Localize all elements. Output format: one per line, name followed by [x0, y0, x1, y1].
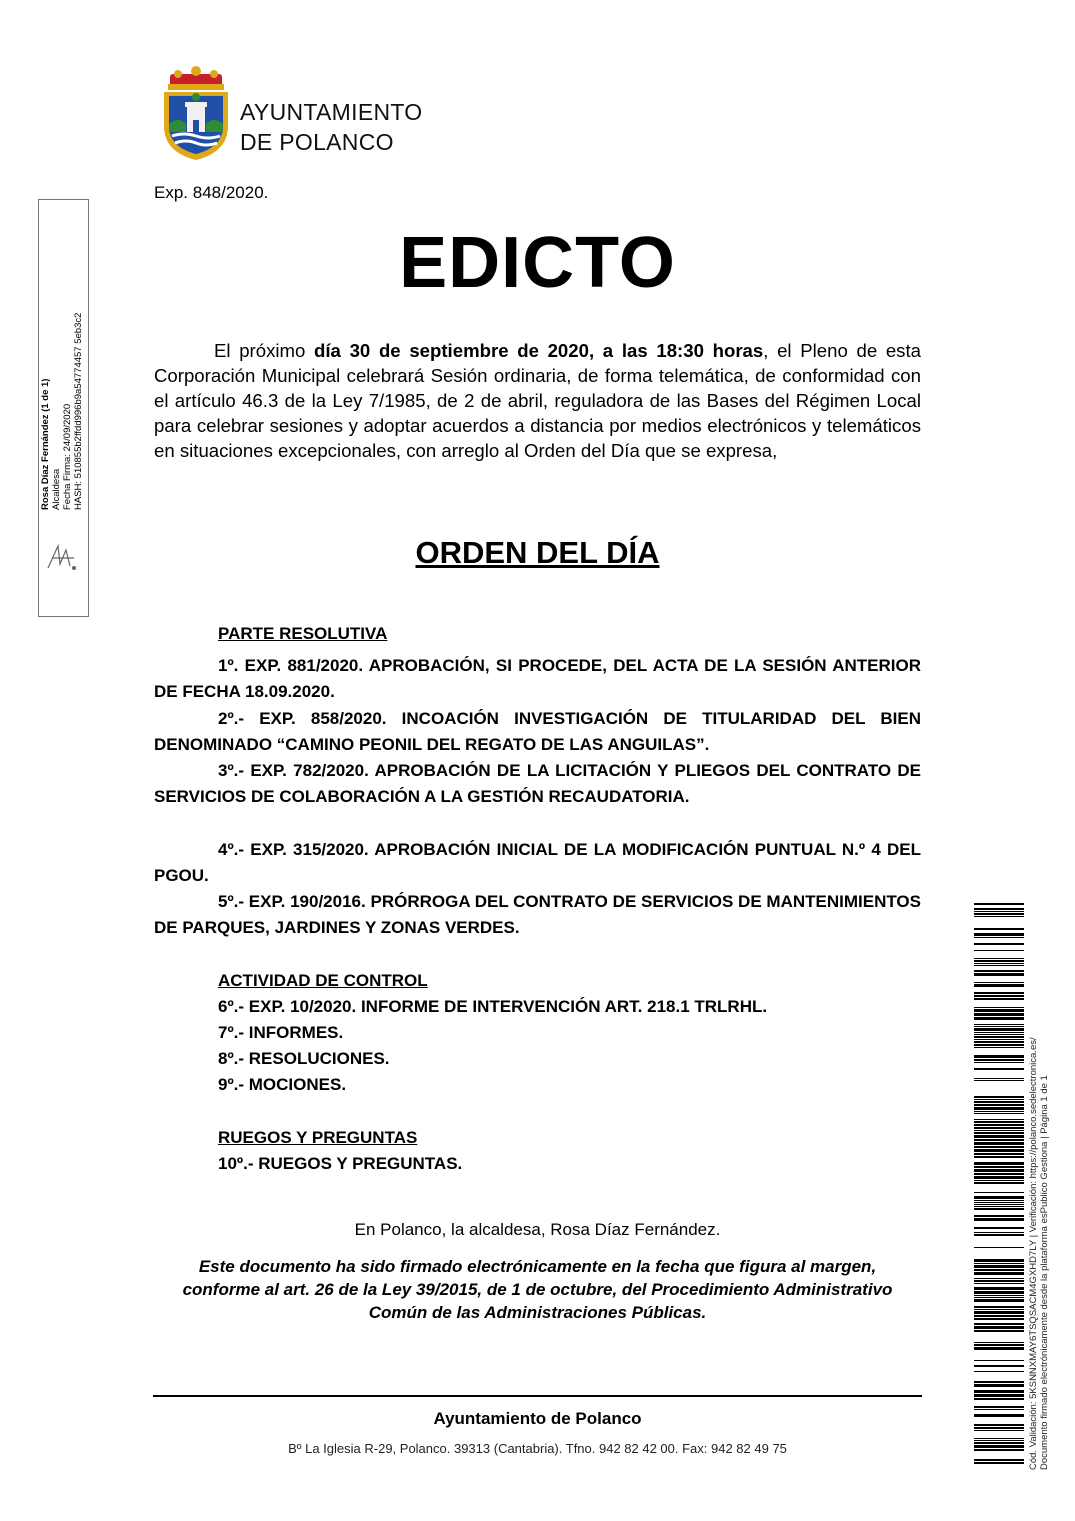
barcode-bar	[974, 973, 1024, 976]
barcode-bar	[974, 1149, 1024, 1152]
document-title: EDICTO	[399, 223, 676, 303]
barcode-bar	[974, 1232, 1024, 1233]
signer-name: Rosa Díaz Fernández (1 de 1)	[40, 378, 51, 510]
barcode-bar	[974, 933, 1024, 936]
barcode-bar	[974, 1280, 1024, 1282]
barcode-bar	[974, 965, 1024, 966]
barcode-bar	[974, 1278, 1024, 1279]
barcode-bar	[974, 1068, 1024, 1070]
barcode-bar	[974, 1406, 1024, 1408]
barcode-bar	[974, 1059, 1024, 1061]
barcode-bar	[974, 1315, 1024, 1317]
barcode-bar	[974, 1007, 1024, 1008]
barcode-bar	[974, 916, 1024, 917]
barcode-bar	[974, 1227, 1024, 1229]
barcode-bar	[974, 1024, 1024, 1025]
barcode-bar	[974, 1204, 1024, 1205]
barcode-bar	[974, 1156, 1024, 1158]
intro-post: , el Pleno de esta Corporación Municipal celebrará Sesión ordinaria, de forma telemática, de conformidad con el artículo 46.3 de la Ley 7/1985, de 2 de abril, reguladora de las Bases del Régimen Local para celebrar sesiones y adoptar acuerdos a distancia por medios electrónicos y telemáticos en situaciones excepcionales, con arreglo al Orden del Día que se expresa,	[154, 340, 921, 461]
barcode-bar	[974, 1323, 1024, 1325]
footer-org-name: Ayuntamiento de Polanco	[433, 1409, 642, 1428]
barcode-bar	[974, 1309, 1024, 1310]
agenda-item: 10º.- RUEGOS Y PREGUNTAS.	[218, 1154, 463, 1173]
barcode-bar	[974, 1394, 1024, 1397]
barcode-bar	[974, 1135, 1024, 1138]
barcode-bar	[974, 1311, 1024, 1314]
barcode-bar	[974, 1215, 1024, 1217]
barcode-bar	[974, 1440, 1024, 1441]
coat-of-arms-logo	[158, 66, 234, 162]
barcode-bar	[974, 1445, 1024, 1448]
barcode-bar	[974, 908, 1024, 910]
barcode-bar	[974, 1139, 1024, 1141]
org-name-line1: AYUNTAMIENTO	[240, 99, 423, 125]
barcode-bar	[974, 1263, 1024, 1264]
barcode-bar	[974, 1169, 1024, 1172]
intro-pre: El próximo	[214, 340, 315, 361]
barcode-bar	[974, 903, 1024, 905]
barcode-bar	[974, 963, 1024, 964]
barcode-bar	[974, 1180, 1024, 1181]
barcode-bar	[974, 1146, 1024, 1148]
barcode-bar	[974, 1430, 1024, 1431]
barcode-bar	[974, 1176, 1024, 1179]
agenda-item: 6º.- EXP. 10/2020. INFORME DE INTERVENCIÓN ART. 218.1 TRLRHL.	[218, 997, 768, 1016]
barcode-bar	[974, 1044, 1024, 1046]
barcode-bar	[974, 1438, 1024, 1439]
barcode-bar	[974, 1062, 1024, 1063]
barcode-bar	[974, 1055, 1024, 1058]
barcode-bar	[974, 1192, 1024, 1193]
barcode-bar	[974, 1390, 1024, 1393]
barcode-bar	[974, 1371, 1024, 1372]
barcode-bar	[974, 1196, 1024, 1199]
barcode-bar	[974, 1427, 1024, 1429]
barcode-bar	[974, 1202, 1024, 1203]
barcode-bar	[974, 1026, 1024, 1027]
barcode-bar	[974, 1119, 1024, 1120]
barcode-bar	[974, 911, 1024, 912]
barcode-bar	[974, 1166, 1024, 1168]
barcode-bar	[974, 982, 1024, 983]
barcode-bar	[974, 1269, 1024, 1271]
barcode-bar	[974, 1127, 1024, 1129]
section-heading-control: ACTIVIDAD DE CONTROL	[218, 971, 428, 990]
validation-barcode	[974, 903, 1024, 1465]
barcode-bar	[974, 1318, 1024, 1320]
barcode-bar	[974, 913, 1024, 915]
barcode-bar	[974, 1200, 1024, 1201]
barcode-bar	[974, 1287, 1024, 1290]
barcode-bar	[974, 1306, 1024, 1308]
section-heading-resolutiva: PARTE RESOLUTIVA	[218, 624, 388, 643]
barcode-bar	[974, 1039, 1024, 1040]
agenda-item: 3º.- EXP. 782/2020. APROBACIÓN DE LA LICITACIÓN Y PLIEGOS DEL CONTRATO DE SERVICIOS DE COLABORACIÓN A LA GESTIÓN RECAUDATORIA.	[154, 761, 921, 806]
agenda-title: ORDEN DEL DÍA	[415, 535, 660, 570]
barcode-bar	[974, 1101, 1024, 1103]
barcode-bar	[974, 1299, 1024, 1302]
barcode-bar	[974, 970, 1024, 972]
barcode-bar	[974, 1265, 1024, 1268]
barcode-bar	[974, 1013, 1024, 1016]
expediente-reference: Exp. 848/2020.	[154, 183, 269, 202]
barcode-bar	[974, 1247, 1024, 1248]
barcode-bar	[974, 1291, 1024, 1294]
barcode-bar	[974, 1442, 1024, 1444]
barcode-bar	[974, 1111, 1024, 1112]
barcode-bar	[974, 1047, 1024, 1048]
barcode-bar	[974, 1017, 1024, 1020]
verification-line2: Documento firmado electrónicamente desde la plataforma esPublico Gestiona | Página 1 de 1	[1039, 1075, 1050, 1470]
signer-role: Alcaldesa	[51, 468, 62, 510]
barcode-bar	[974, 1080, 1024, 1081]
barcode-bar	[974, 1234, 1024, 1236]
barcode-bar	[974, 1398, 1024, 1400]
barcode-bar	[974, 1142, 1024, 1145]
agenda-item: 2º.- EXP. 858/2020. INCOACIÓN INVESTIGACIÓN DE TITULARIDAD DEL BIEN DENOMINADO “CAMINO PEONIL DEL REGATO DE LAS ANGUILAS”.	[154, 709, 921, 754]
agenda-item: 8º.- RESOLUCIONES.	[218, 1049, 390, 1068]
signature-hash: HASH: 510855b2ffdd996b9a54774457 5eb3c2	[73, 312, 84, 510]
barcode-bar	[974, 960, 1024, 962]
barcode-bar	[974, 1297, 1024, 1298]
barcode-bar	[974, 1107, 1024, 1110]
intro-paragraph	[154, 338, 921, 463]
barcode-bar	[974, 1384, 1024, 1387]
barcode-bar	[974, 1208, 1024, 1210]
footer-divider	[153, 1395, 922, 1397]
barcode-bar	[974, 1344, 1024, 1346]
barcode-bar	[974, 1041, 1024, 1043]
barcode-bar	[974, 1009, 1024, 1012]
barcode-bar	[974, 1206, 1024, 1207]
electronic-signature-note: Este documento ha sido firmado electrónicamente en la fecha que figura al margen, conforme al art. 26 de la Ley 39/2015, de 1 de octubre, del Procedimiento Administrativo Común de las Administraciones Públicas.	[182, 1257, 893, 1322]
barcode-bar	[974, 1218, 1024, 1221]
agenda-item: 7º.- INFORMES.	[218, 1023, 344, 1042]
org-name-line2: DE POLANCO	[240, 129, 394, 155]
barcode-bar	[974, 1153, 1024, 1155]
barcode-bar	[974, 1121, 1024, 1123]
barcode-bar	[974, 1113, 1024, 1114]
agenda-item: 5º.- EXP. 190/2016. PRÓRROGA DEL CONTRATO DE SERVICIOS DE MANTENIMIENTOS DE PARQUES, JARDINES Y ZONAS VERDES.	[154, 892, 921, 937]
barcode-bar	[974, 1409, 1024, 1410]
barcode-bar	[974, 1032, 1024, 1033]
signature-date: Fecha Firma: 24/09/2020	[62, 403, 73, 510]
barcode-bar	[974, 1034, 1024, 1035]
barcode-bar	[974, 1099, 1024, 1100]
barcode-bar	[974, 1259, 1024, 1262]
barcode-bar	[974, 992, 1024, 994]
closing-line: En Polanco, la alcaldesa, Rosa Díaz Fernández.	[354, 1220, 721, 1239]
barcode-bar	[974, 1130, 1024, 1131]
barcode-bar	[974, 1424, 1024, 1426]
barcode-bar	[974, 1272, 1024, 1275]
barcode-bar	[974, 1104, 1024, 1106]
barcode-bar	[974, 1096, 1024, 1098]
barcode-bar	[974, 1283, 1024, 1284]
agenda-item: 1º. EXP. 881/2020. APROBACIÓN, SI PROCEDE, DEL ACTA DE LA SESIÓN ANTERIOR DE FECHA 18.09.2020.	[154, 656, 921, 701]
verification-line1: Cód. Validación: 5KSNNXMAY6TSQSACM4GXHD7LY | Verificación: https://polanco.sedelectronica.es/	[1028, 1037, 1039, 1470]
barcode-bar	[974, 1124, 1024, 1126]
barcode-bar	[974, 937, 1024, 938]
barcode-bar	[974, 1326, 1024, 1329]
barcode-bar	[974, 1459, 1024, 1461]
barcode-bar	[974, 1182, 1024, 1184]
barcode-bar	[974, 1295, 1024, 1296]
barcode-bar	[974, 984, 1024, 987]
barcode-bar	[974, 928, 1024, 930]
section-heading-ruegos: RUEGOS Y PREGUNTAS	[218, 1128, 418, 1147]
barcode-bar	[974, 1330, 1024, 1332]
barcode-bar	[974, 958, 1024, 959]
footer-address: Bº La Iglesia R-29, Polanco. 39313 (Cantabria). Tfno. 942 82 42 00. Fax: 942 82 49 75	[288, 1441, 787, 1456]
barcode-bar	[974, 1342, 1024, 1343]
barcode-bar	[974, 1449, 1024, 1451]
barcode-bar	[974, 1381, 1024, 1383]
barcode-bar	[974, 1347, 1024, 1350]
barcode-bar	[974, 1414, 1024, 1417]
barcode-bar	[974, 1036, 1024, 1038]
barcode-bar	[974, 950, 1024, 951]
barcode-bar	[974, 1132, 1024, 1134]
agenda-item: 9º.- MOCIONES.	[218, 1075, 347, 1094]
barcode-bar	[974, 1173, 1024, 1175]
barcode-bar	[974, 1078, 1024, 1079]
barcode-bar	[974, 1360, 1024, 1361]
signature-scribble-icon	[44, 540, 80, 574]
barcode-bar	[974, 943, 1024, 945]
intro-date-time: día 30 de septiembre de 2020, a las 18:30 horas	[314, 340, 764, 361]
barcode-bar	[974, 1028, 1024, 1031]
barcode-bar	[974, 995, 1024, 997]
barcode-bar	[974, 1162, 1024, 1165]
agenda-item: 4º.- EXP. 315/2020. APROBACIÓN INICIAL DE LA MODIFICACIÓN PUNTUAL N.º 4 DEL PGOU.	[154, 840, 921, 885]
barcode-bar	[974, 998, 1024, 1000]
barcode-bar	[974, 1462, 1024, 1464]
barcode-bar	[974, 1365, 1024, 1367]
